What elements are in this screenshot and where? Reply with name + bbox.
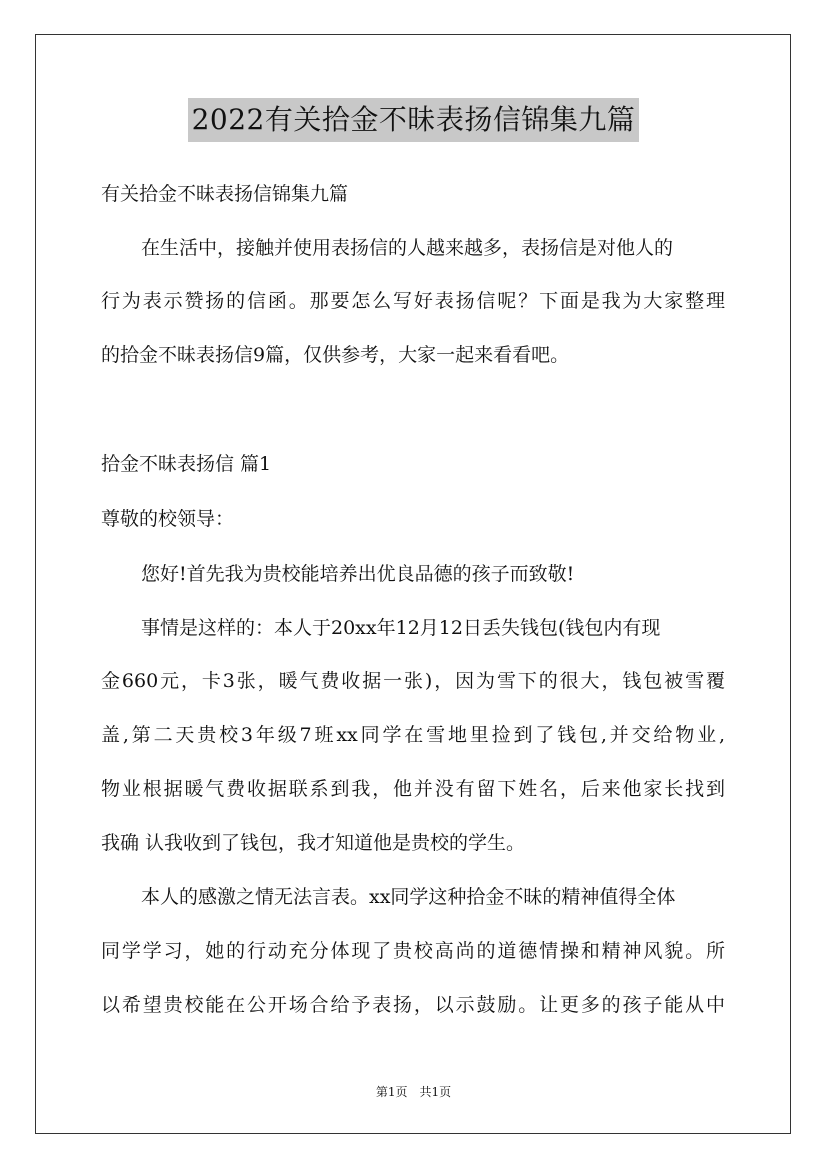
section-heading: 拾金不昧表扬信 篇1 — [101, 453, 272, 475]
greeting-line: 您好!首先我为贵校能培养出优良品德的孩子而致敬! — [141, 563, 575, 585]
title-container — [0, 98, 827, 142]
body-line-2: 金660元，卡3张，暖气费收据一张)，因为雪下的很大，钱包被雪覆 — [101, 670, 725, 692]
intro-line-1: 在生活中，接触并使用表扬信的人越来越多，表扬信是对他人的 — [141, 237, 674, 259]
document-title: 2022有关拾金不昧表扬信锦集九篇 — [188, 98, 640, 142]
body-line-3: 盖,第二天贵校3年级7班xx同学在雪地里捡到了钱包,并交给物业, — [101, 724, 725, 746]
intro-line-2: 行为表示赞扬的信函。那要怎么写好表扬信呢？下面是我为大家整理 — [101, 290, 725, 312]
subtitle-line: 有关拾金不昧表扬信锦集九篇 — [101, 183, 349, 205]
page-footer: 第1页 共1页 — [375, 1085, 452, 1099]
intro-line-3: 的拾金不昧表扬信9篇，仅供参考，大家一起来看看吧。 — [101, 344, 570, 366]
body-line-7: 同学学习，她的行动充分体现了贵校高尚的道德情操和精神风貌。所 — [101, 940, 725, 962]
body-line-1: 事情是这样的：本人于20xx年12月12日丢失钱包(钱包内有现 — [141, 617, 661, 639]
body-line-8: 以希望贵校能在公开场合给予表扬，以示鼓励。让更多的孩子能从中 — [101, 994, 725, 1016]
body-line-4: 物业根据暖气费收据联系到我，他并没有留下姓名，后来他家长找到 — [101, 778, 725, 800]
salutation: 尊敬的校领导： — [101, 508, 235, 530]
body-line-5: 我确 认我收到了钱包，我才知道他是贵校的学生。 — [101, 832, 526, 854]
body-line-6: 本人的感激之情无法言表。xx同学这种拾金不昧的精神值得全体 — [141, 886, 676, 908]
